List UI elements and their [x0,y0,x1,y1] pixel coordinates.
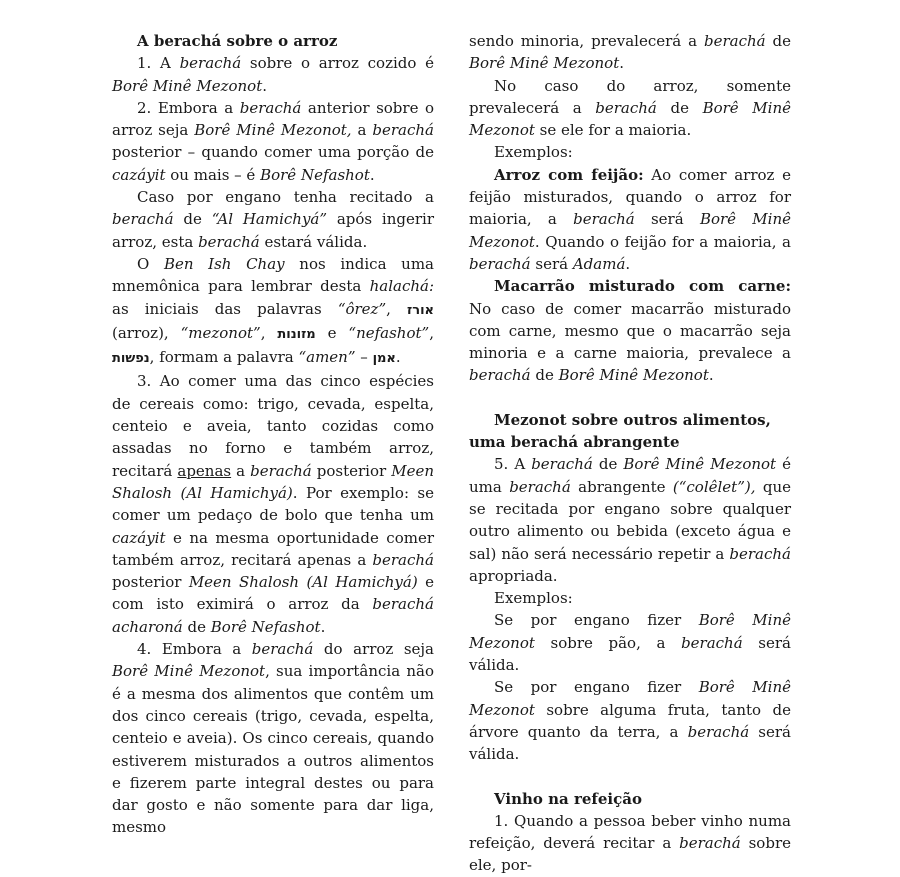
paragraph-arroz-maioria: No caso do arroz, somente prevalecerá a berachá de Borê Minê Mezonot se ele for a maioria. [469,76,791,140]
section-heading-arroz: A berachá sobre o arroz [137,32,338,50]
section-spacer-2 [469,766,791,788]
section-heading-vinho: Vinho na refeição [494,789,642,808]
example-fruta: Se por engano fizer Borê Minê Mezonot sobre alguma fruta, tanto de árvore quanto da terra, a berachá será válida. [469,678,792,764]
example-arroz-feijao: Arroz com feijão: Ao comer arroz e feijão misturados, quando o arroz for maioria, a berachá será Borê Minê Mezonot. Quando o feijão for a maioria, a berachá será Adamá. [469,165,791,273]
paragraph-2: 2. Embora a berachá anterior sobre o arroz seja Borê Minê Mezonot, a berachá posterior – quando comer uma porção de cazáyit ou mais – é Borê Nefashot. [112,98,435,184]
section-spacer [469,387,791,409]
examples-label-1: Exemplos: [494,143,573,162]
paragraph-5-abrangente: 5. A berachá de Borê Minê Mezonot é uma berachá abrangente (“colêlet”), que se recitada por engano sobre qualquer outro alimento ou bebida (exceto água e sal) não será necessário repetir a berachá apropriada. [469,455,791,585]
paragraph-5: 3. Ao comer uma das cinco espécies de cereais como: trigo, cevada, espelta, centeio e aveia, tanto cozidas como assadas no forno e também arroz, recitará apenas a berachá posterior Meen Shalosh (Al Hamichyá). Por exemplo: se comer um pedaço de bolo que tenha um cazáyit e na mesma oportunidade comer também arroz, recitará apenas a berachá posterior Meen Shalosh (Al Hamichyá) e com isto eximirá o arroz da berachá acharoná de Borê Nefashot. [112,372,434,636]
section-heading-mezonot: Mezonot sobre outros alimentos, uma berachá abrangente [469,410,771,452]
right-column [469,30,791,877]
paragraph-vinho-1: 1. Quando a pessoa beber vinho numa refeição, deverá recitar a berachá sobre ele, por- [469,811,791,875]
paragraph-1: 1. A berachá sobre o arroz cozido é Borê Minê Mezonot. [112,54,435,95]
paragraph-continued: sendo minoria, prevalecerá a berachá de Borê Minê Mezonot. [469,32,792,73]
paragraph-6: 4. Embora a berachá do arroz seja Borê Minê Mezonot, sua importância não é a mesma dos alimentos que contêm um dos cinco cereais (trigo, cevada, espelta, centeio e aveia). Os cinco cereais, quando estiverem misturados a outros alimentos e fizerem parte integral destes ou para dar gosto e não somente para dar liga, mesmo [112,640,435,837]
example-pao: Se por engano fizer Borê Minê Mezonot sobre pão, a berachá será válida. [469,611,791,675]
paragraph-3: Caso por engano tenha recitado a berachá de “Al Hamichyá” após ingerir arroz, esta berachá estará válida. [112,188,434,251]
examples-label-2: Exemplos: [494,589,573,608]
example-macarrao-carne: Macarrão misturado com carne: No caso de comer macarrão misturado com carne, mesmo que o macarrão seja minoria e a carne maioria, prevalece a berachá de Borê Minê Mezonot. [469,277,791,385]
paragraph-4: O Ben Ish Chay nos indica uma mnemônica para lembrar desta halachá: as iniciais das palavras “ôrez”, אורז (arroz), “mezonot”, מזונות e “nefashot”, נפשות, formam a palavra “amen” – אמן. [112,254,434,367]
left-column [112,30,434,839]
